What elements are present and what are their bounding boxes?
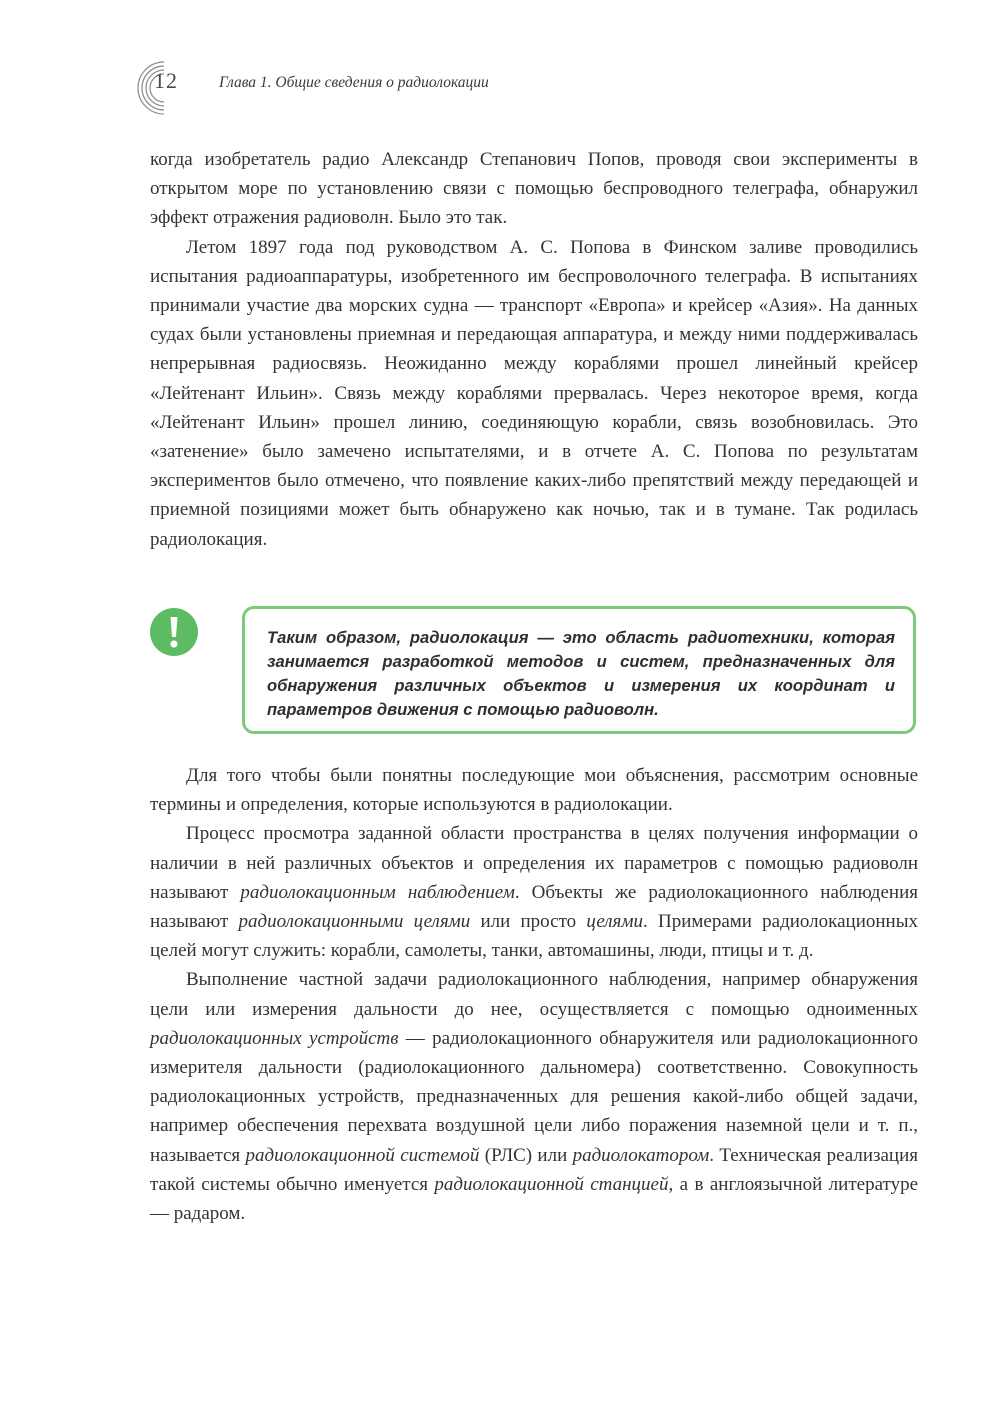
term-radar-system: радиолокационной системой (245, 1144, 480, 1166)
text-block-history (150, 145, 918, 554)
exclamation-icon (150, 608, 198, 656)
term-radiolocator: радиолокатором (572, 1144, 710, 1166)
paragraph-popov-experiment: Летом 1897 года под руководством А. С. Попова в Финском заливе проводились испытания радиоаппаратуры, изобретенного им беспроволочного телеграфа. В испытаниях принимали участие два морских судна — транспорт «Европа» и крейсер «Азия». На данных судах были установлены приемная и передающая аппаратура, и между ними поддерживалась непрерывная радиосвязь. Неожиданно между кораблями прошел линейный крейсер «Лейтенант Ильин». Связь между кораблями прервалась. Через некоторое время, когда «Лейтенант Ильин» прошел линию, соединяющую корабли, связь возобновилась. Это «затенение» было замечено испытателями, и в отчете А. С. Попова по результатам экспериментов было отмечено, что появление каких-либо препятствий между передающей и приемной позициями может быть обнаружено как ночью, так и в тумане. Так родилась радиолокация. (150, 236, 918, 550)
running-title: Глава 1. Общие сведения о радиолокации (219, 74, 489, 91)
text-block-terms (150, 761, 918, 1228)
page-header (124, 58, 924, 118)
term-radar-devices: радиолокационных устройств (150, 1027, 399, 1049)
paragraph-intro-terms: Для того чтобы были понятны последующие мои объяснения, рассмотрим основные термины и определения, которые используются в радиолокации. (150, 765, 918, 816)
paragraph-continuation: когда изобретатель радио Александр Степанович Попов, проводя свои эксперименты в открытом море по установлению связи с помощью беспроводного телеграфа, обнаружил эффект отражения радиоволн. Было это так. (150, 149, 918, 229)
term-radar-observation: радиолокационным наблюдением (240, 881, 515, 903)
page-number: 12 (154, 68, 178, 93)
definition-callout (242, 606, 916, 734)
term-radar-station: радиолокационной станцией (434, 1173, 669, 1195)
term-radar-targets: радиолокационными целями (238, 911, 471, 933)
term-targets: целями (586, 911, 644, 933)
paragraph-observation: Процесс просмотра заданной области пространства в целях получения информации о наличии в ней различных объектов и определения их параметров с помощью радиоволн называют радиолокационным наблюдением. Объекты же радиолокационного наблюдения называют радиолокационными целями или просто целями. Примерами радиолокационных целей могут служить: корабли, самолеты, танки, автомашины, люди, птицы и т. д. (150, 823, 918, 962)
definition-text: Таким образом, радиолокация — это область радиотехники, которая занимается разработкой методов и систем, предназначенных для обнаружения различных объектов и измерения их координат и параметров движения с помощью радиоволн. (267, 628, 895, 719)
paragraph-devices: Выполнение частной задачи радиолокационного наблюдения, например обнаружения цели или измерения дальности до нее, осуществляется с помощью одноименных радиолокационных устройств — радиолокационного обнаружителя или радиолокационного измерителя дальности (радиолокационного дальномера) соответственно. Совокупность радиолокационных устройств, предназначенных для решения какой-либо общей задачи, например обеспечения перехвата воздушной цели либо поражения наземной цели и т. п., называется радиолокационной системой (РЛС) или радиолокатором. Техническая реализация такой системы обычно именуется радиолокационной станцией, а в англоязычной литературе — радаром. (150, 969, 919, 1225)
